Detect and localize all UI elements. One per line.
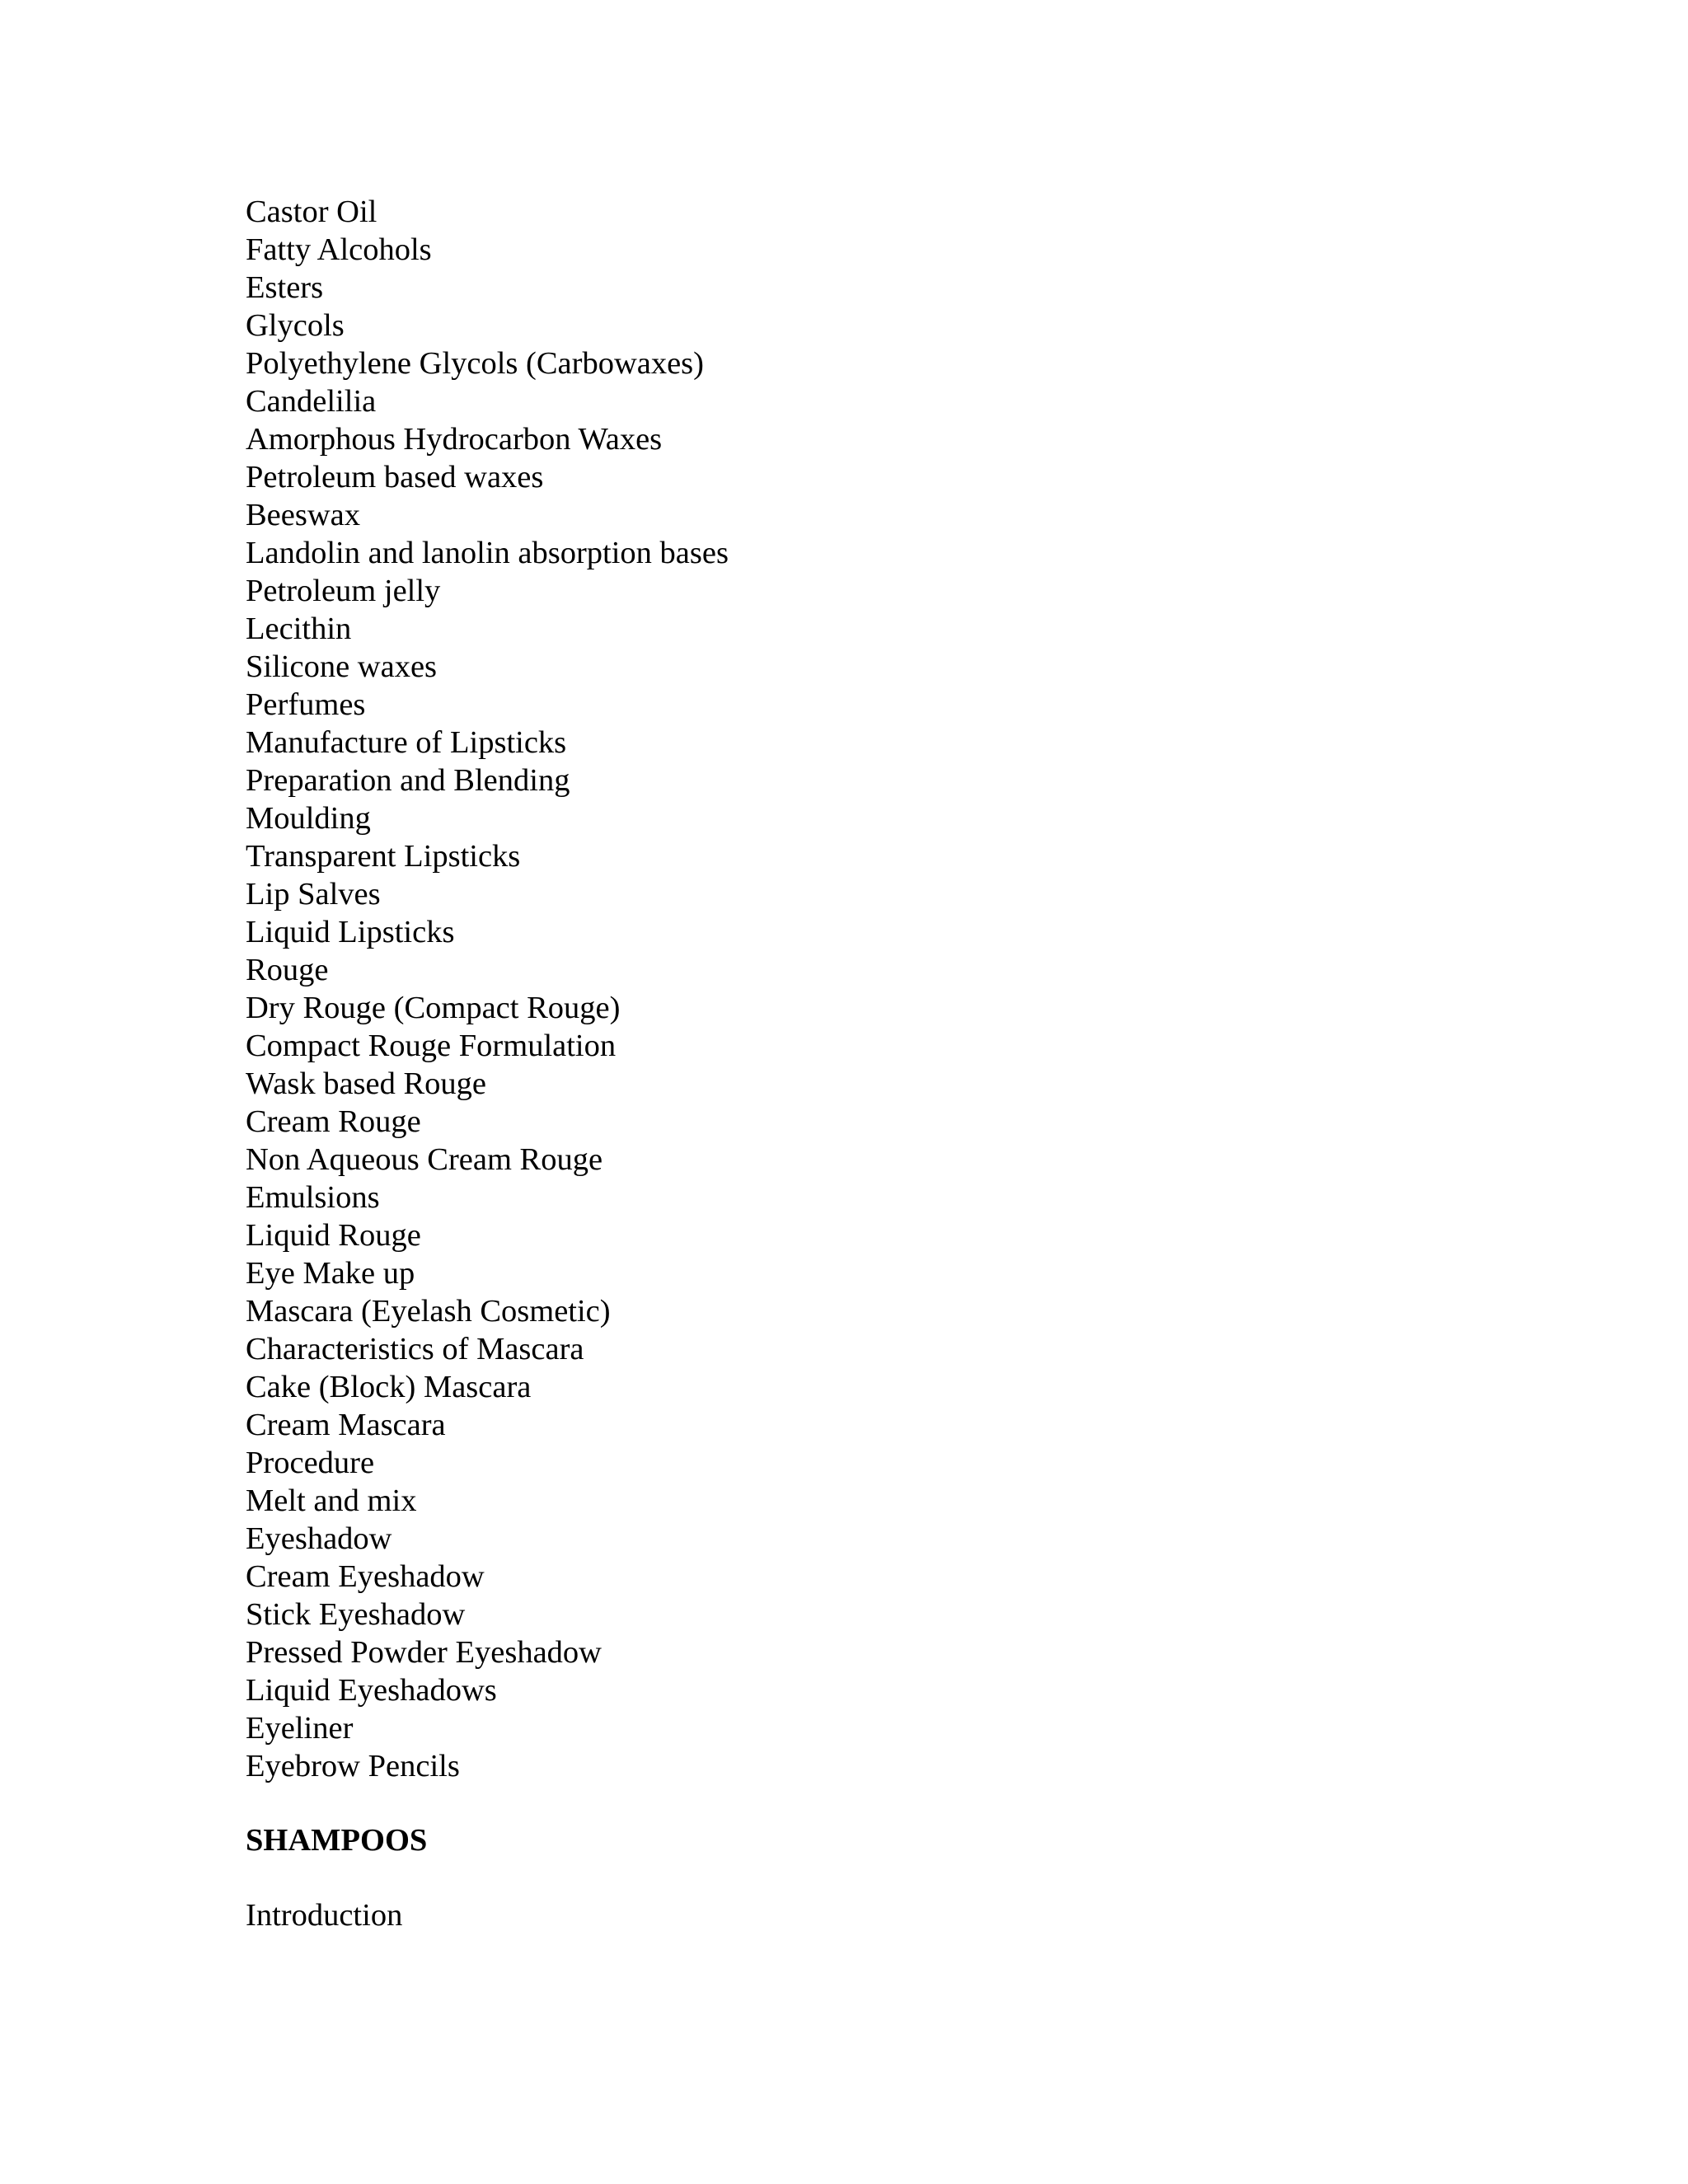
list-item: Cream Mascara	[246, 1408, 446, 1442]
section-item: Introduction	[246, 1898, 403, 1933]
list-item: Mascara (Eyelash Cosmetic)	[246, 1294, 611, 1329]
list-item: Lip Salves	[246, 877, 381, 912]
list-item: Polyethylene Glycols (Carbowaxes)	[246, 346, 704, 381]
list-item: Cream Rouge	[246, 1104, 421, 1139]
list-item: Eyebrow Pencils	[246, 1749, 460, 1783]
section-heading: SHAMPOOS	[246, 1823, 428, 1858]
list-item: Pressed Powder Eyeshadow	[246, 1635, 602, 1670]
list-item: Melt and mix	[246, 1483, 417, 1518]
document-content	[246, 193, 1482, 1934]
list-item: Characteristics of Mascara	[246, 1332, 584, 1366]
list-item: Beeswax	[246, 498, 360, 532]
list-item: Manufacture of Lipsticks	[246, 725, 567, 760]
list-item: Eyeliner	[246, 1711, 354, 1746]
list-item: Silicone waxes	[246, 649, 438, 684]
list-item: Eyeshadow	[246, 1521, 392, 1556]
list-item: Dry Rouge (Compact Rouge)	[246, 991, 621, 1025]
contents-list	[246, 193, 1482, 1785]
list-item: Stick Eyeshadow	[246, 1597, 466, 1632]
list-item: Liquid Lipsticks	[246, 915, 455, 949]
list-item: Compact Rouge Formulation	[246, 1029, 617, 1063]
list-item: Procedure	[246, 1446, 375, 1480]
list-item: Transparent Lipsticks	[246, 839, 521, 874]
list-item: Landolin and lanolin absorption bases	[246, 536, 729, 570]
list-item: Moulding	[246, 801, 371, 836]
list-item: Rouge	[246, 953, 329, 987]
list-item: Wask based Rouge	[246, 1066, 487, 1101]
list-item: Esters	[246, 270, 324, 305]
list-item: Liquid Eyeshadows	[246, 1673, 497, 1708]
list-item: Candelilia	[246, 384, 377, 419]
list-item: Preparation and Blending	[246, 763, 570, 798]
list-item: Lecithin	[246, 612, 352, 646]
list-item: Amorphous Hydrocarbon Waxes	[246, 422, 663, 457]
list-item: Cream Eyeshadow	[246, 1559, 485, 1594]
list-item: Perfumes	[246, 687, 366, 722]
list-item: Castor Oil	[246, 194, 377, 229]
list-item: Petroleum jelly	[246, 574, 441, 608]
section-items	[246, 1896, 1482, 1934]
list-item: Liquid Rouge	[246, 1218, 421, 1253]
list-item: Cake (Block) Mascara	[246, 1370, 532, 1404]
list-item: Emulsions	[246, 1180, 380, 1215]
list-item: Eye Make up	[246, 1256, 415, 1291]
list-item: Non Aqueous Cream Rouge	[246, 1142, 603, 1177]
list-item: Petroleum based waxes	[246, 460, 544, 494]
list-item: Glycols	[246, 308, 345, 343]
list-item: Fatty Alcohols	[246, 232, 432, 267]
